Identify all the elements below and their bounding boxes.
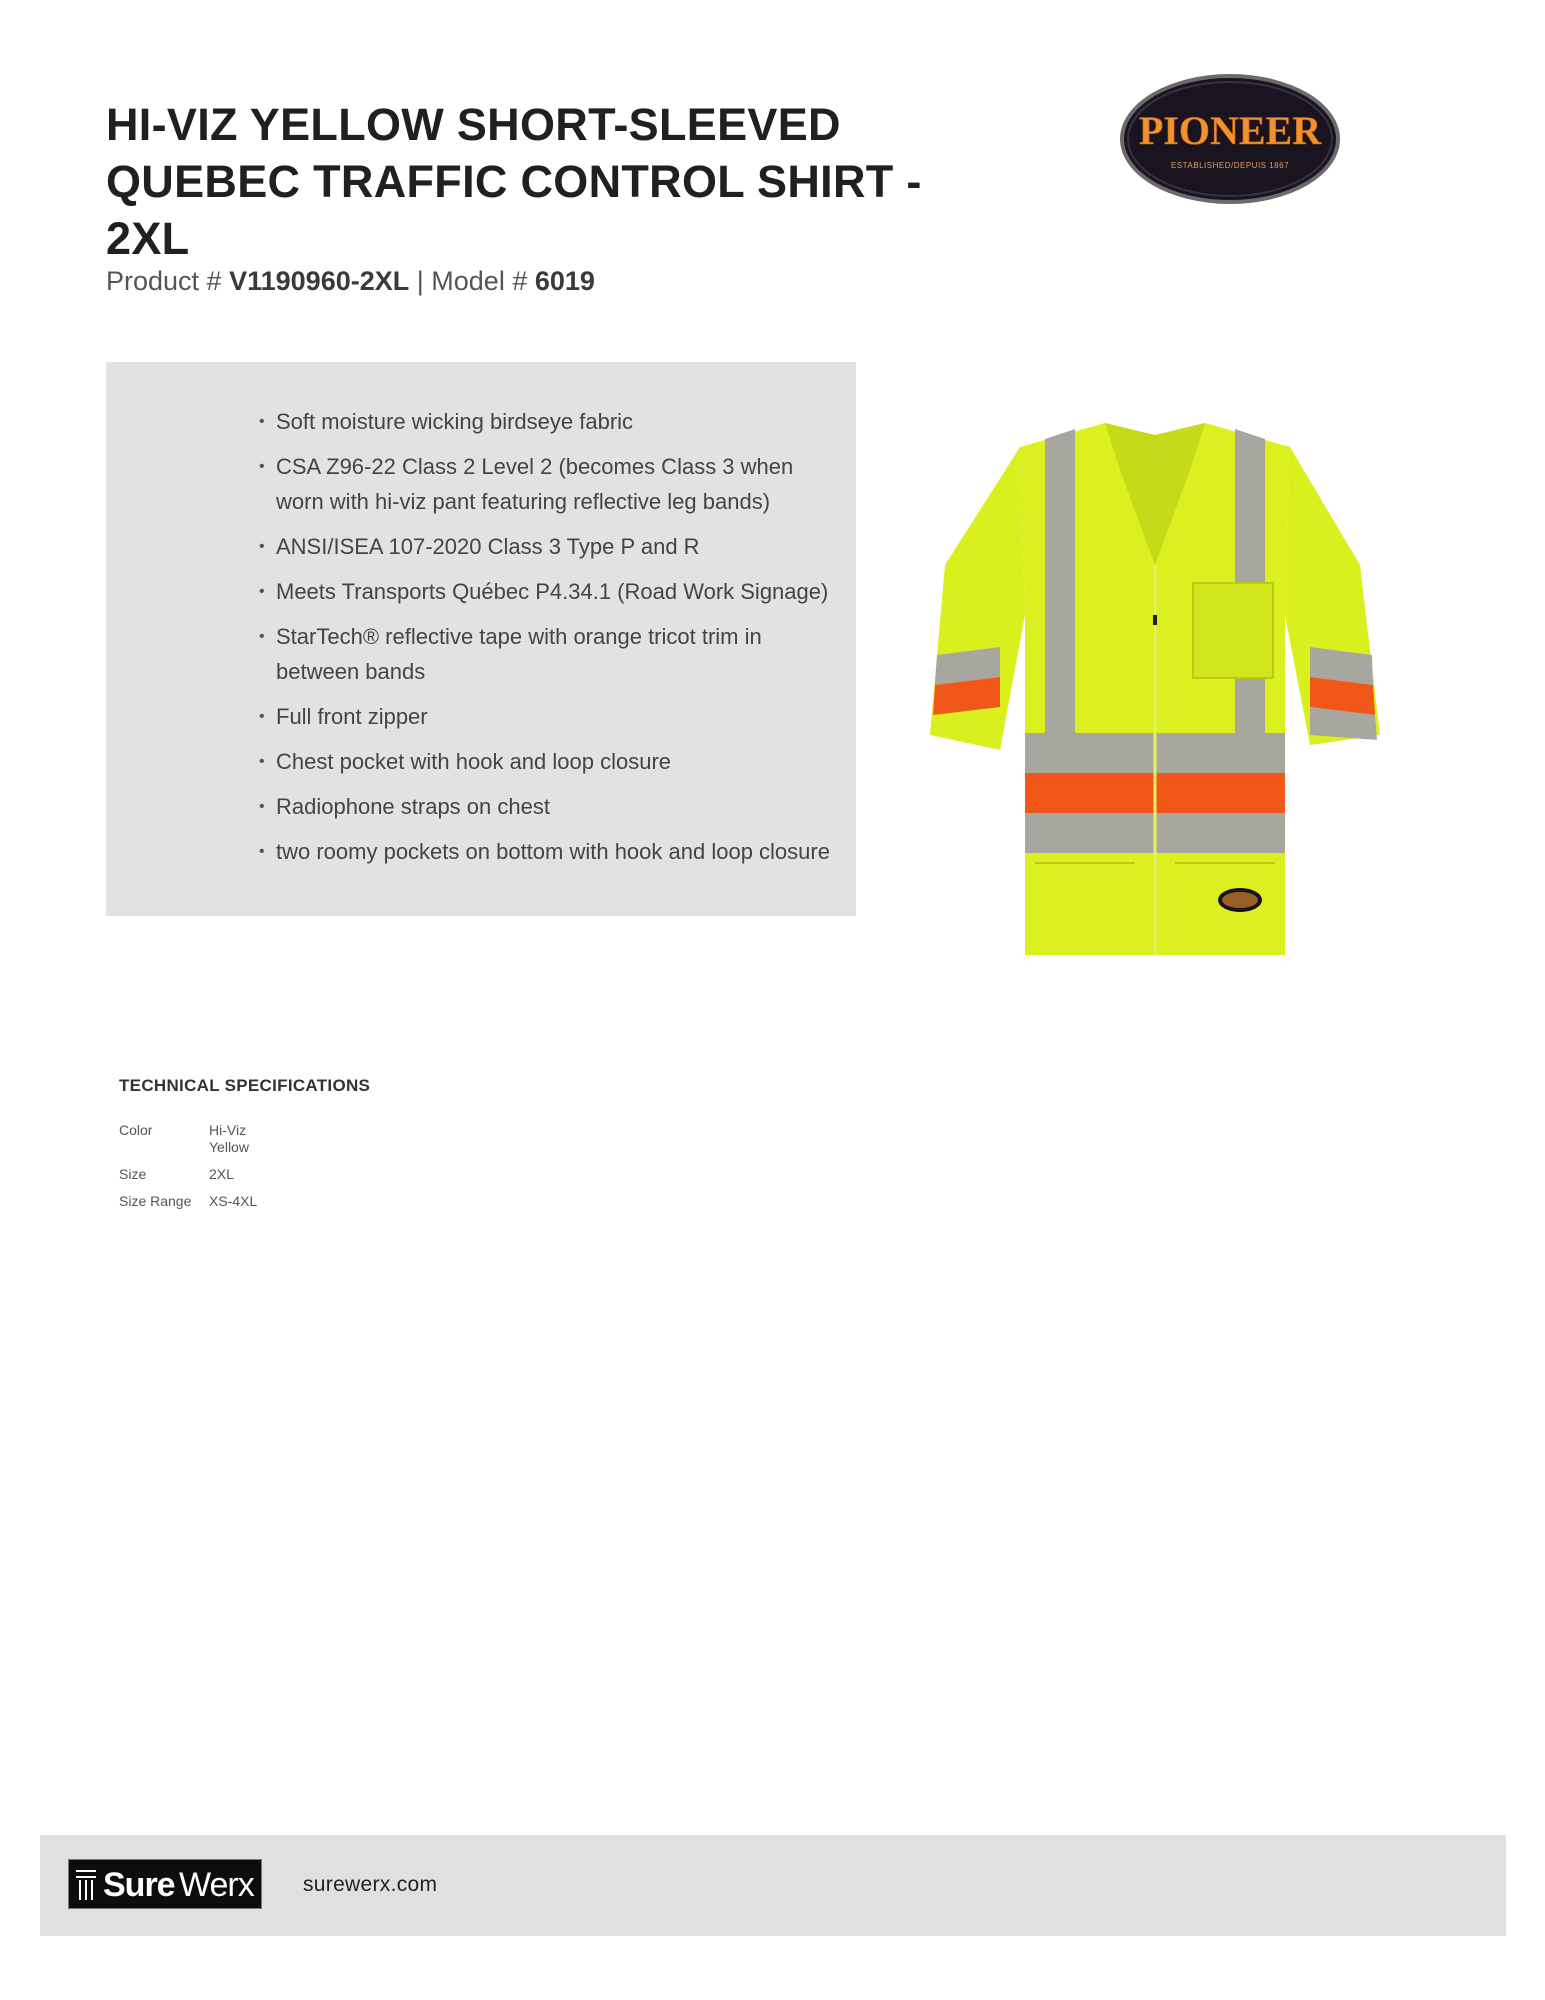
features-panel [106, 362, 856, 916]
pioneer-logo [1118, 72, 1342, 206]
surewerx-logo [68, 1859, 262, 1909]
separator: | [416, 266, 424, 296]
spec-label: Size Range [119, 1193, 192, 1209]
pioneer-tagline: ESTABLISHED/DEPUIS 1867 [1170, 161, 1290, 170]
feature-item: • ANSI/ISEA 107-2020 Class 3 Type P and R [276, 529, 836, 564]
footer-bar [40, 1835, 1506, 1936]
surewerx-werx-text: Werx [179, 1866, 254, 1904]
spec-row [119, 1193, 279, 1210]
feature-item: • Soft moisture wicking birdseye fabric [276, 404, 836, 439]
footer-url[interactable]: surewerx.com [303, 1873, 438, 1896]
spec-value: 2XL [209, 1166, 234, 1182]
product-subtitle [106, 266, 595, 297]
feature-item: • two roomy pockets on bottom with hook and loop closure [276, 834, 836, 869]
pioneer-wordmark: PIONEER [1138, 108, 1322, 153]
model-label: Model # [431, 266, 528, 296]
hi-viz-shirt-image [925, 415, 1385, 965]
surewerx-mark-icon [75, 1868, 99, 1902]
feature-item: • Meets Transports Québec P4.34.1 (Road Work Signage) [276, 574, 836, 609]
spec-label: Size [119, 1166, 147, 1182]
spec-row [119, 1166, 279, 1183]
product-number: V1190960-2XL [229, 266, 410, 296]
model-number: 6019 [534, 266, 595, 296]
tech-specs-table [119, 1122, 279, 1220]
surewerx-sure-text: Sure [103, 1866, 175, 1904]
spec-value: Hi-Viz Yellow [209, 1122, 249, 1155]
spec-value: XS-4XL [209, 1193, 258, 1209]
spec-label: Color [119, 1122, 153, 1138]
feature-item: • CSA Z96-22 Class 2 Level 2 (becomes Class 3 when worn with hi-viz pant featuring reflective leg bands) [276, 449, 836, 519]
feature-item: • StarTech® reflective tape with orange tricot trim in between bands [276, 619, 836, 689]
tech-specs-heading: TECHNICAL SPECIFICATIONS [119, 1076, 371, 1095]
product-label: Product # [106, 266, 222, 296]
features-list [276, 404, 836, 869]
feature-item: • Radiophone straps on chest [276, 789, 836, 824]
feature-item: • Full front zipper [276, 699, 836, 734]
feature-item: • Chest pocket with hook and loop closure [276, 744, 836, 779]
product-title: HI-VIZ YELLOW SHORT-SLEEVED QUEBEC TRAFFIC CONTROL SHIRT - 2XL [106, 99, 922, 264]
spec-row [119, 1122, 279, 1156]
